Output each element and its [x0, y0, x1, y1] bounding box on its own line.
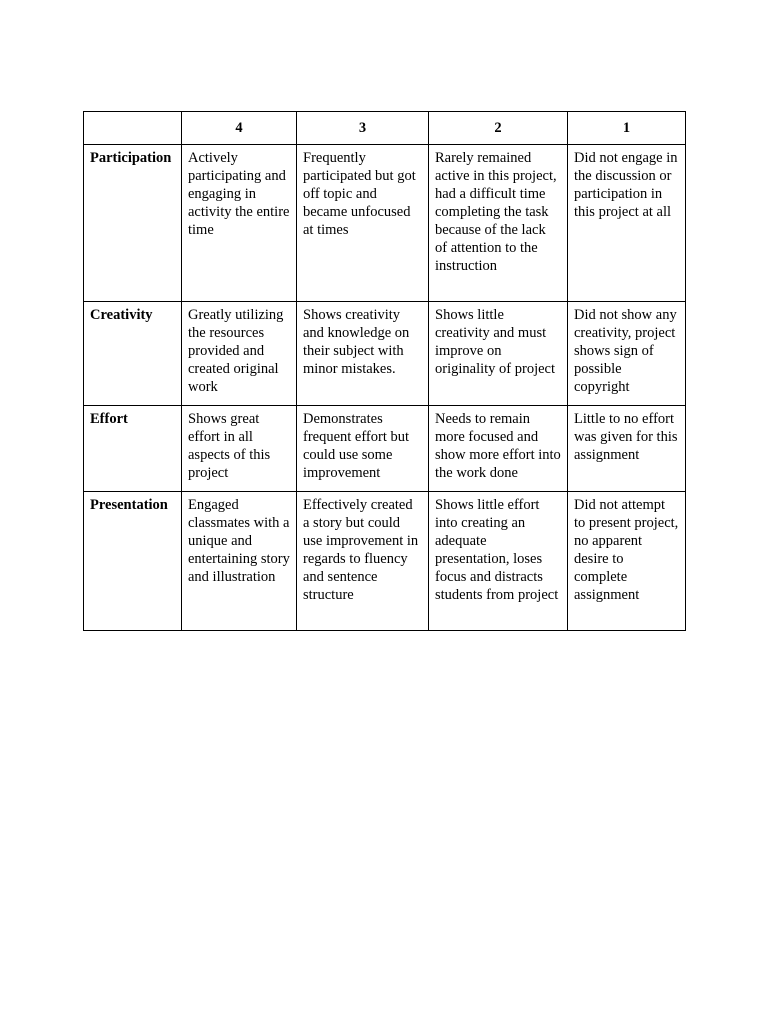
presentation-score-2-cell: Shows little effort into creating an adequate presentation, loses focus and distracts students from project: [429, 492, 568, 631]
effort-score-1-cell: Little to no effort was given for this assignment: [568, 406, 686, 492]
presentation-score-1-cell: Did not attempt to present project, no apparent desire to complete assignment: [568, 492, 686, 631]
participation-score-1-cell: Did not engage in the discussion or participation in this project at all: [568, 145, 686, 302]
effort-score-2-cell: Needs to remain more focused and show more effort into the work done: [429, 406, 568, 492]
header-score-4: 4: [182, 112, 297, 145]
participation-score-3-cell: Frequently participated but got off topic and became unfocused at times: [297, 145, 429, 302]
rubric-table: [83, 111, 686, 631]
table-row: [84, 145, 686, 302]
criterion-participation: Participation: [84, 145, 182, 302]
table-row: [84, 406, 686, 492]
header-score-3: 3: [297, 112, 429, 145]
effort-score-4-cell: Shows great effort in all aspects of this project: [182, 406, 297, 492]
header-corner-cell: [84, 112, 182, 145]
table-row: [84, 302, 686, 406]
participation-score-4-cell: Actively participating and engaging in activity the entire time: [182, 145, 297, 302]
participation-score-2-cell: Rarely remained active in this project, had a difficult time completing the task because of the lack of attention to the instruction: [429, 145, 568, 302]
creativity-score-4-cell: Greatly utilizing the resources provided and created original work: [182, 302, 297, 406]
presentation-score-4-cell: Engaged classmates with a unique and entertaining story and illustration: [182, 492, 297, 631]
effort-score-3-cell: Demonstrates frequent effort but could use some improvement: [297, 406, 429, 492]
header-score-1: 1: [568, 112, 686, 145]
creativity-score-3-cell: Shows creativity and knowledge on their subject with minor mistakes.: [297, 302, 429, 406]
header-score-2: 2: [429, 112, 568, 145]
presentation-score-3-cell: Effectively created a story but could use improvement in regards to fluency and sentence structure: [297, 492, 429, 631]
creativity-score-2-cell: Shows little creativity and must improve on originality of project: [429, 302, 568, 406]
header-row: [84, 112, 686, 145]
table-row: [84, 492, 686, 631]
criterion-creativity: Creativity: [84, 302, 182, 406]
creativity-score-1-cell: Did not show any creativity, project shows sign of possible copyright: [568, 302, 686, 406]
criterion-effort: Effort: [84, 406, 182, 492]
criterion-presentation: Presentation: [84, 492, 182, 631]
